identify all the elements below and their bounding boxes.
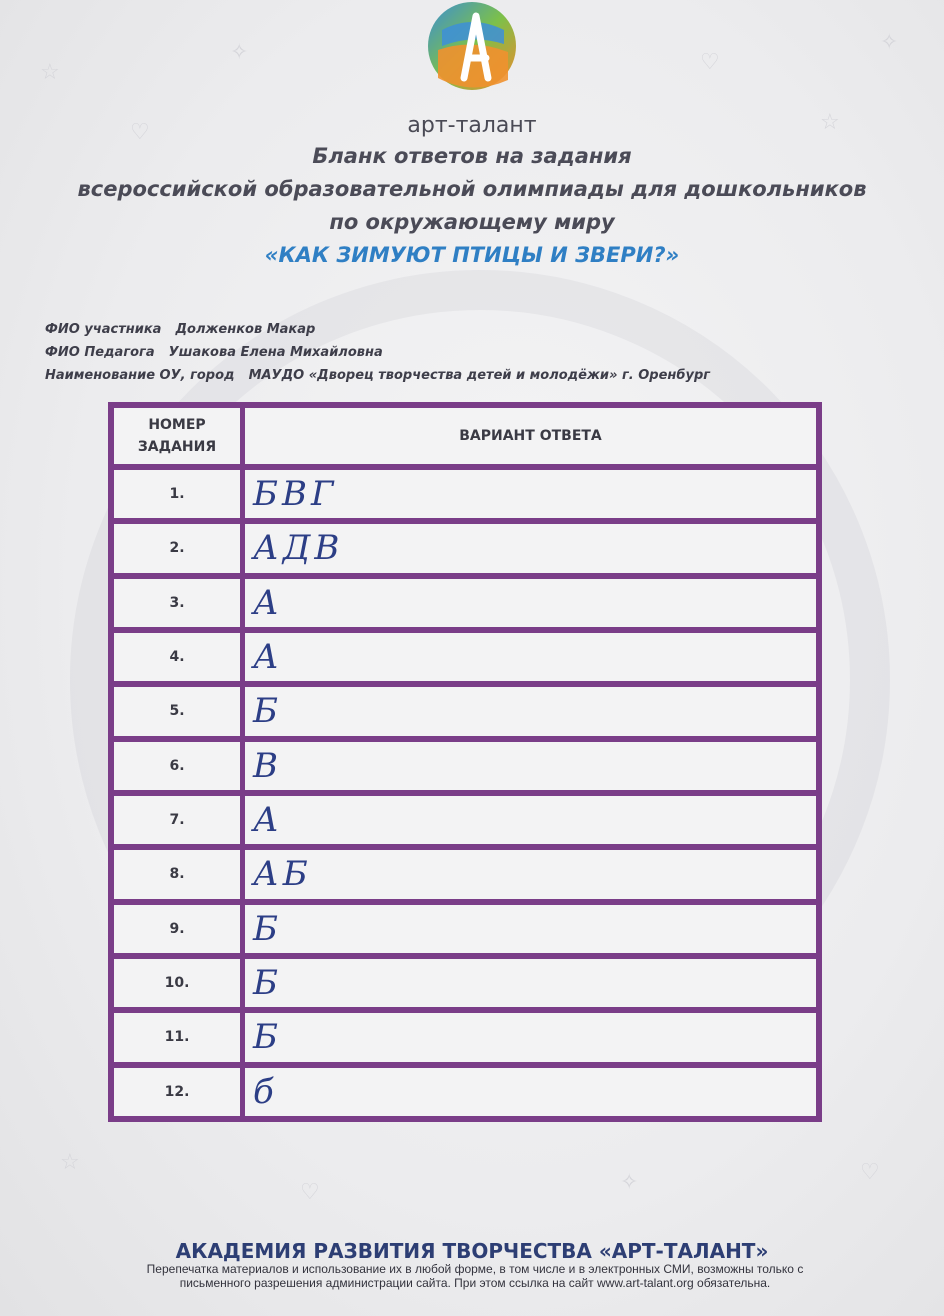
organization-value: МАУДО «Дворец творчества детей и молодёжи» г. Оренбург — [248, 368, 711, 383]
footer-note-line2: письменного разрешения администрации сайта. При этом ссылка на сайт www.art-talant.org обязательна. — [179, 1276, 771, 1290]
header-answer: ВАРИАНТ ОТВЕТА — [245, 408, 816, 464]
heart-doodle-icon: ♡ — [700, 50, 720, 75]
task-number-cell: 11. — [114, 1013, 240, 1061]
footer-note-line1: Перепечатка материалов и использование их в любой форме, в том числе и в электронных СМИ, возможны только с — [146, 1262, 804, 1276]
task-number-cell: 7. — [114, 796, 240, 844]
answer-cell[interactable]: Б — [245, 959, 816, 1007]
brand-name: арт-талант — [407, 113, 537, 138]
participant-line — [45, 322, 315, 337]
participant-value: Долженков Макар — [175, 322, 316, 337]
answer-cell[interactable]: Б — [245, 1013, 816, 1061]
answer-cell[interactable]: В — [245, 742, 816, 790]
heart-doodle-icon: ♡ — [300, 1180, 320, 1205]
star-doodle-icon: ☆ — [40, 60, 60, 85]
star-doodle-icon: ✧ — [230, 40, 249, 65]
teacher-label: ФИО Педагога — [45, 345, 155, 360]
task-number-cell: 4. — [114, 633, 240, 681]
task-number-cell: 1. — [114, 470, 240, 518]
answers-table — [108, 402, 822, 1122]
star-doodle-icon: ✧ — [620, 1170, 639, 1195]
task-number-cell: 10. — [114, 959, 240, 1007]
art-talant-logo-icon — [424, 0, 520, 96]
organization-label: Наименование ОУ, город — [45, 368, 235, 383]
answers-grid — [114, 408, 816, 1116]
footer-academy-name: АКАДЕМИЯ РАЗВИТИЯ ТВОРЧЕСТВА «АРТ-ТАЛАНТ» — [175, 1239, 769, 1263]
star-doodle-icon: ☆ — [820, 110, 840, 135]
teacher-line — [45, 345, 383, 360]
answer-cell[interactable]: б — [245, 1068, 816, 1116]
olympiad-subtitle: всероссийской образовательной олимпиады для дошкольников — [77, 177, 867, 201]
task-number-cell: 9. — [114, 905, 240, 953]
olympiad-name: «КАК ЗИМУЮТ ПТИЦЫ И ЗВЕРИ?» — [264, 243, 680, 267]
participant-label: ФИО участника — [45, 322, 162, 337]
answer-cell[interactable]: АДВ — [245, 524, 816, 572]
answer-cell[interactable]: А — [245, 579, 816, 627]
task-number-cell: 12. — [114, 1068, 240, 1116]
answer-cell[interactable]: Б — [245, 687, 816, 735]
task-number-cell: 5. — [114, 687, 240, 735]
heart-doodle-icon: ♡ — [860, 1160, 880, 1185]
task-number-cell: 8. — [114, 850, 240, 898]
star-doodle-icon: ☆ — [60, 1150, 80, 1175]
task-number-cell: 2. — [114, 524, 240, 572]
task-number-cell: 6. — [114, 742, 240, 790]
header-task-number: НОМЕР ЗАДАНИЯ — [114, 408, 240, 464]
teacher-value: Ушакова Елена Михайловна — [168, 345, 383, 360]
answer-cell[interactable]: БВГ — [245, 470, 816, 518]
heart-doodle-icon: ♡ — [130, 120, 150, 145]
sheet-title: Бланк ответов на задания — [312, 144, 632, 168]
answer-cell[interactable]: А — [245, 633, 816, 681]
answer-cell[interactable]: АБ — [245, 850, 816, 898]
organization-line — [45, 368, 710, 383]
task-number-cell: 3. — [114, 579, 240, 627]
footer-copyright-note — [80, 1262, 870, 1290]
subject-subtitle: по окружающему миру — [329, 210, 615, 234]
star-doodle-icon: ✧ — [880, 30, 899, 55]
answer-cell[interactable]: Б — [245, 905, 816, 953]
answer-cell[interactable]: А — [245, 796, 816, 844]
